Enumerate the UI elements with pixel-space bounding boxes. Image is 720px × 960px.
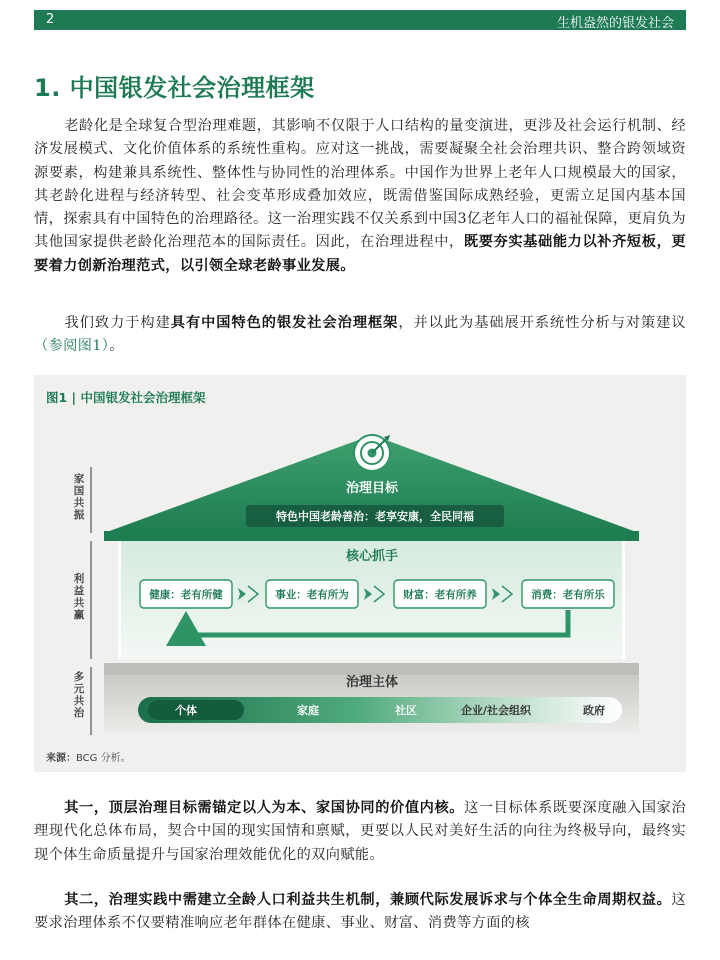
top-banner-text: 特色中国老龄善治：老享安康，全民同福	[276, 510, 474, 523]
bottom-title: 治理主体	[345, 675, 399, 690]
section-title: 1. 中国银发社会治理框架	[34, 74, 315, 102]
framework-paragraph	[34, 312, 686, 359]
figure-source	[46, 749, 131, 764]
step-label: 消费：老有所乐	[531, 589, 605, 601]
top-title: 治理目标	[345, 481, 399, 496]
figure-title: 图1 | 中国银发社会治理框架	[46, 390, 206, 405]
step-box-consumption	[522, 580, 614, 608]
actor-label: 社区	[395, 704, 417, 717]
point-two-bold: 其二，治理实践中需建立全龄人口利益共生机制，兼顾代际发展诉求与个体全生命周期权益。	[64, 892, 672, 908]
source-text: BCG 分析。	[76, 753, 131, 764]
framework-post: ，并以此为基础展开系统性分析与对策建议	[398, 315, 686, 331]
figure-box	[34, 375, 686, 772]
framework-end: 。	[109, 338, 124, 355]
step-label: 事业：老有所为	[275, 589, 349, 601]
framework-pre: 我们致力于构建	[64, 315, 171, 331]
intro-paragraph	[34, 115, 686, 278]
side-label-bottom: 多元共治	[73, 671, 85, 719]
framework-bold: 具有中国特色的银发社会治理框架	[170, 315, 399, 331]
actor-label: 个体	[175, 704, 197, 717]
side-label-middle: 利益共赢	[73, 573, 85, 621]
actor-label: 政府	[583, 704, 605, 717]
source-label: 来源：	[46, 753, 76, 764]
intro-text: 老龄化是全球复合型治理难题，其影响不仅限于人口结构的量变演进，更涉及社会运行机制、经济发展模式、文化价值体系的系统性重构。应对这一挑战，需要凝聚全社会治理共识、整合跨领域资源要素，构建兼具系统性、整体性与协同性的治理体系。中国作为世界上老年人口规模最大的国家，其老龄化进程与经济转型、社会变革形成叠加效应，既需借鉴国际成熟经验，更需立足国内基本国情，探索具有中国特色的治理路径。这一治理实践不仅关系到中国3亿老年人口的福祉保障，更肩负为其他国家提供老龄化治理范本的国际责任。因此，在治理进程中，	[34, 118, 686, 251]
step-label: 财富：老有所养	[403, 589, 477, 601]
roof-base	[104, 531, 639, 541]
page-number: 2	[46, 12, 55, 27]
step-box-wealth	[394, 580, 486, 608]
point-one-paragraph	[34, 797, 686, 867]
intro-bold-text: 既要夯实基础能力以补齐短板，更要着力创新治理范式，以引领全球老龄事业发展。	[34, 234, 686, 274]
point-two-text: 这要求治理体系不仅要精准响应老年群体在健康、事业、财富、消费等方面的核	[34, 892, 686, 932]
figure-reference-link[interactable]: （参阅图1）	[34, 338, 110, 355]
target-icon	[354, 435, 390, 471]
point-one-bold: 其一，顶层治理目标需锚定以人为本、家国协同的价值内核。	[64, 800, 465, 816]
page-header-bar	[34, 10, 686, 30]
step-box-career	[266, 580, 358, 608]
base-top-edge	[104, 663, 639, 675]
point-two-paragraph	[34, 889, 686, 936]
running-title: 生机盎然的银发社会	[556, 16, 674, 31]
step-box-health	[140, 580, 232, 608]
middle-title: 核心抓手	[345, 549, 399, 564]
actor-label: 企业/社会组织	[460, 704, 532, 717]
side-label-top: 家国共振	[73, 473, 85, 521]
point-one-text: 这一目标体系既要深度融入国家治理现代化总体布局，契合中国的现实国情和禀赋，更要以人民对美好生活的向往为终极导向，最终实现个体生命质量提升与国家治理效能优化的双向赋能。	[34, 800, 686, 863]
framework-diagram	[34, 375, 686, 772]
actor-label: 家庭	[297, 704, 319, 717]
step-label: 健康：老有所健	[149, 589, 223, 601]
